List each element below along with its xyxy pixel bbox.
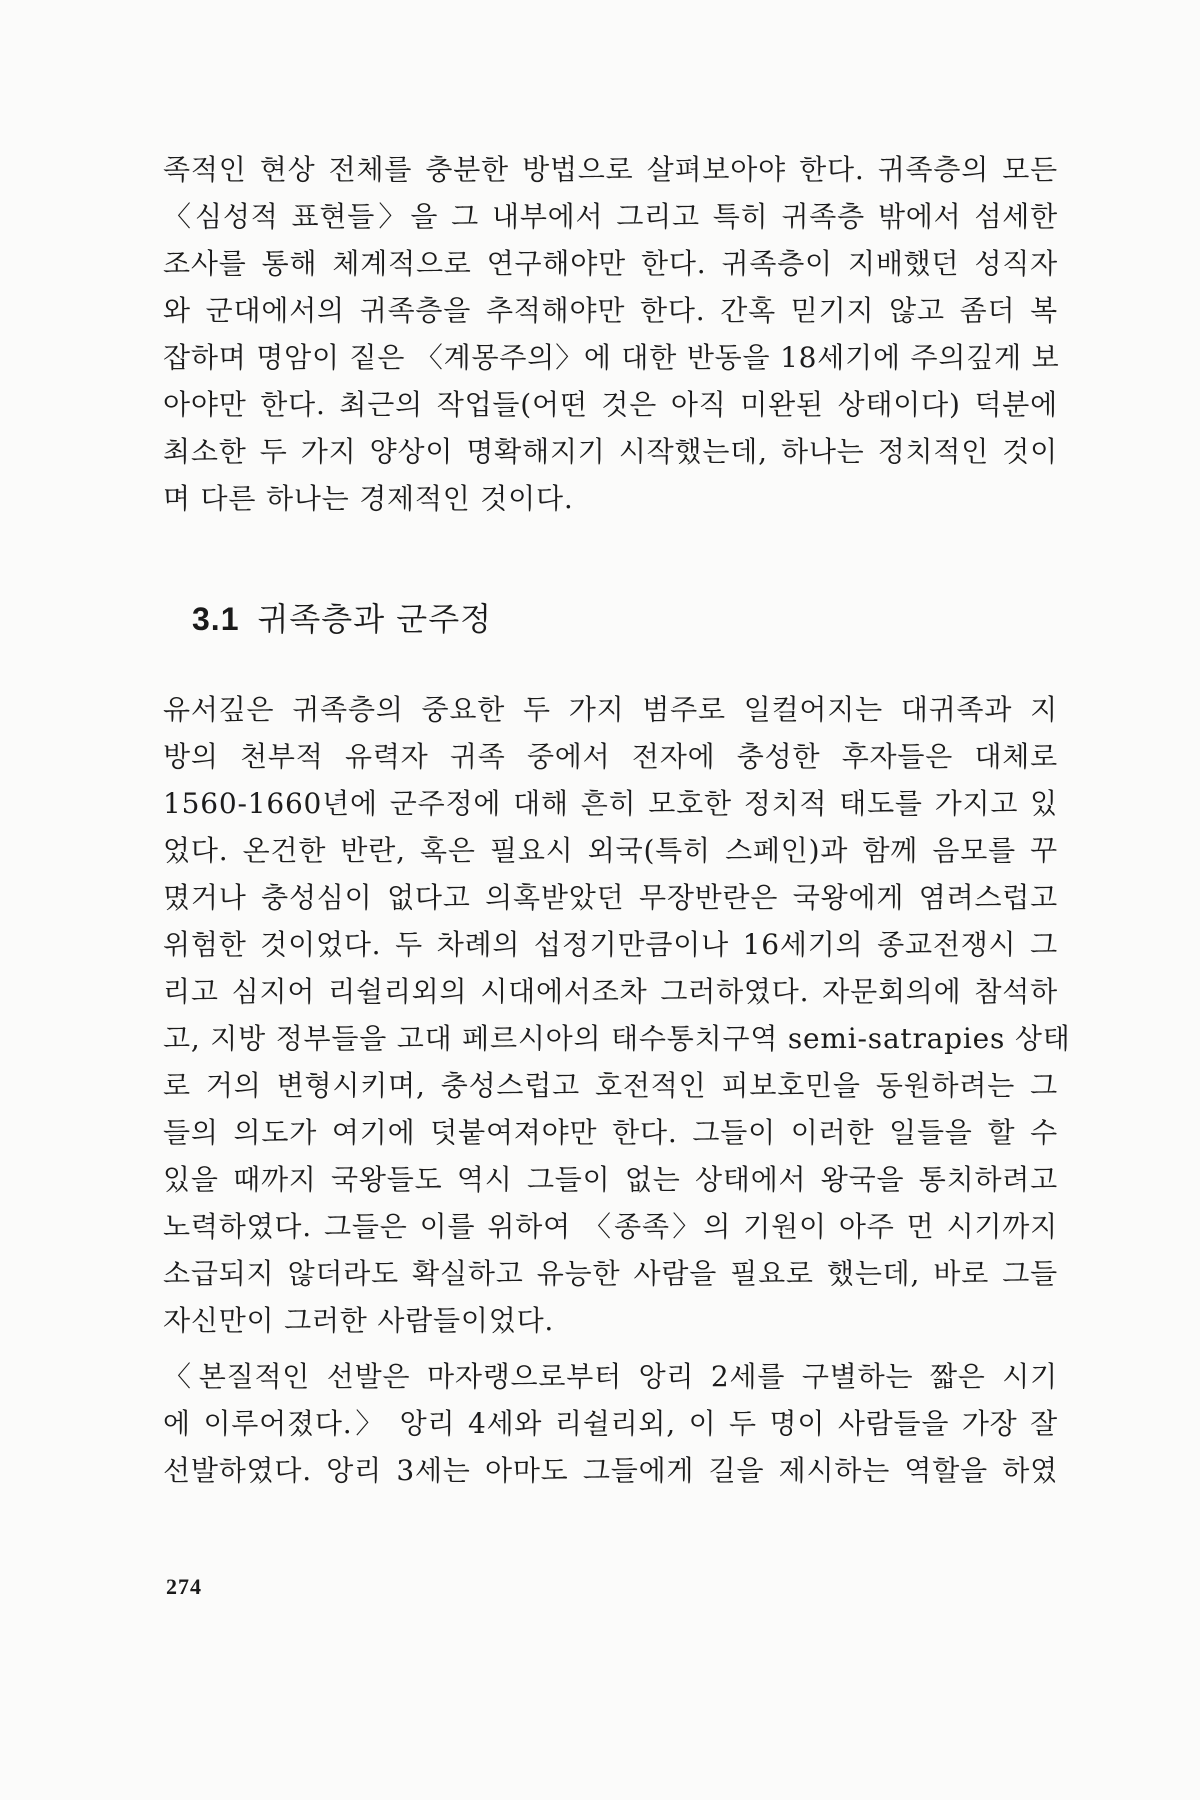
text-line: 고, 지방 정부들을 고대 페르시아의 태수통치구역 semi-satrapies 상태 — [163, 1022, 1071, 1055]
text-line: 선발하였다. 앙리 3세는 아마도 그들에게 길을 제시하는 역할을 하였 — [163, 1454, 1058, 1487]
text-line: 방의 천부적 유력자 귀족 중에서 전자에 충성한 후자들은 대체로 — [163, 740, 1058, 773]
text-line: 위험한 것이었다. 두 차례의 섭정기만큼이나 16세기의 종교전쟁시 그 — [163, 928, 1058, 961]
paragraph-body — [163, 686, 1071, 1344]
text-line: 와 군대에서의 귀족층을 추적해야만 한다. 간혹 믿기지 않고 좀더 복 — [163, 294, 1058, 327]
text-line: 족적인 현상 전체를 충분한 방법으로 살펴보아야 한다. 귀족층의 모든 — [163, 153, 1058, 186]
paragraph-intro — [163, 146, 1058, 522]
page-number: 274 — [166, 1574, 202, 1599]
text-line: 들의 의도가 여기에 덧붙여져야만 한다. 그들이 이러한 일들을 할 수 — [163, 1116, 1058, 1149]
text-line: 자신만이 그러한 사람들이었다. — [163, 1304, 555, 1337]
text-line: 아야만 한다. 최근의 작업들(어떤 것은 아직 미완된 상태이다) 덕분에 — [163, 388, 1058, 421]
section-title: 귀족층과 군주정 — [257, 600, 493, 638]
text-line: 소급되지 않더라도 확실하고 유능한 사람을 필요로 했는데, 바로 그들 — [163, 1257, 1058, 1290]
text-line: 었다. 온건한 반란, 혹은 필요시 외국(특히 스페인)과 함께 음모를 꾸 — [163, 834, 1058, 867]
text-line: 며 다른 하나는 경제적인 것이다. — [163, 482, 574, 515]
text-line: 〈심성적 표현들〉을 그 내부에서 그리고 특히 귀족층 밖에서 섬세한 — [163, 200, 1058, 233]
text-line: 몄거나 충성심이 없다고 의혹받았던 무장반란은 국왕에게 염려스럽고 — [163, 881, 1058, 914]
text-line: 로 거의 변형시키며, 충성스럽고 호전적인 피보호민을 동원하려는 그 — [163, 1069, 1058, 1102]
section-number: 3.1 — [192, 601, 240, 637]
text-line: 최소한 두 가지 양상이 명확해지기 시작했는데, 하나는 정치적인 것이 — [163, 435, 1058, 468]
text-line: 유서깊은 귀족층의 중요한 두 가지 범주로 일컬어지는 대귀족과 지 — [163, 693, 1058, 726]
text-line: 조사를 통해 체계적으로 연구해야만 한다. 귀족층이 지배했던 성직자 — [163, 247, 1058, 280]
paragraph-continuation — [163, 1353, 1058, 1494]
text-line: 노력하였다. 그들은 이를 위하여 〈종족〉의 기원이 아주 먼 시기까지 — [163, 1210, 1058, 1243]
text-line: 리고 심지어 리쉴리외의 시대에서조차 그러하였다. 자문회의에 참석하 — [163, 975, 1058, 1008]
text-line: 있을 때까지 국왕들도 역시 그들이 없는 상태에서 왕국을 통치하려고 — [163, 1163, 1058, 1196]
text-line: 에 이루어졌다.〉 앙리 4세와 리쉴리외, 이 두 명이 사람들을 가장 잘 — [163, 1407, 1058, 1440]
section-heading — [192, 598, 492, 640]
text-line: 1560-1660년에 군주정에 대해 흔히 모호한 정치적 태도를 가지고 있 — [163, 787, 1058, 820]
text-line: 잡하며 명암이 짙은 〈계몽주의〉에 대한 반동을 18세기에 주의깊게 보 — [163, 341, 1060, 374]
text-line: 〈본질적인 선발은 마자랭으로부터 앙리 2세를 구별하는 짧은 시기 — [163, 1360, 1058, 1393]
